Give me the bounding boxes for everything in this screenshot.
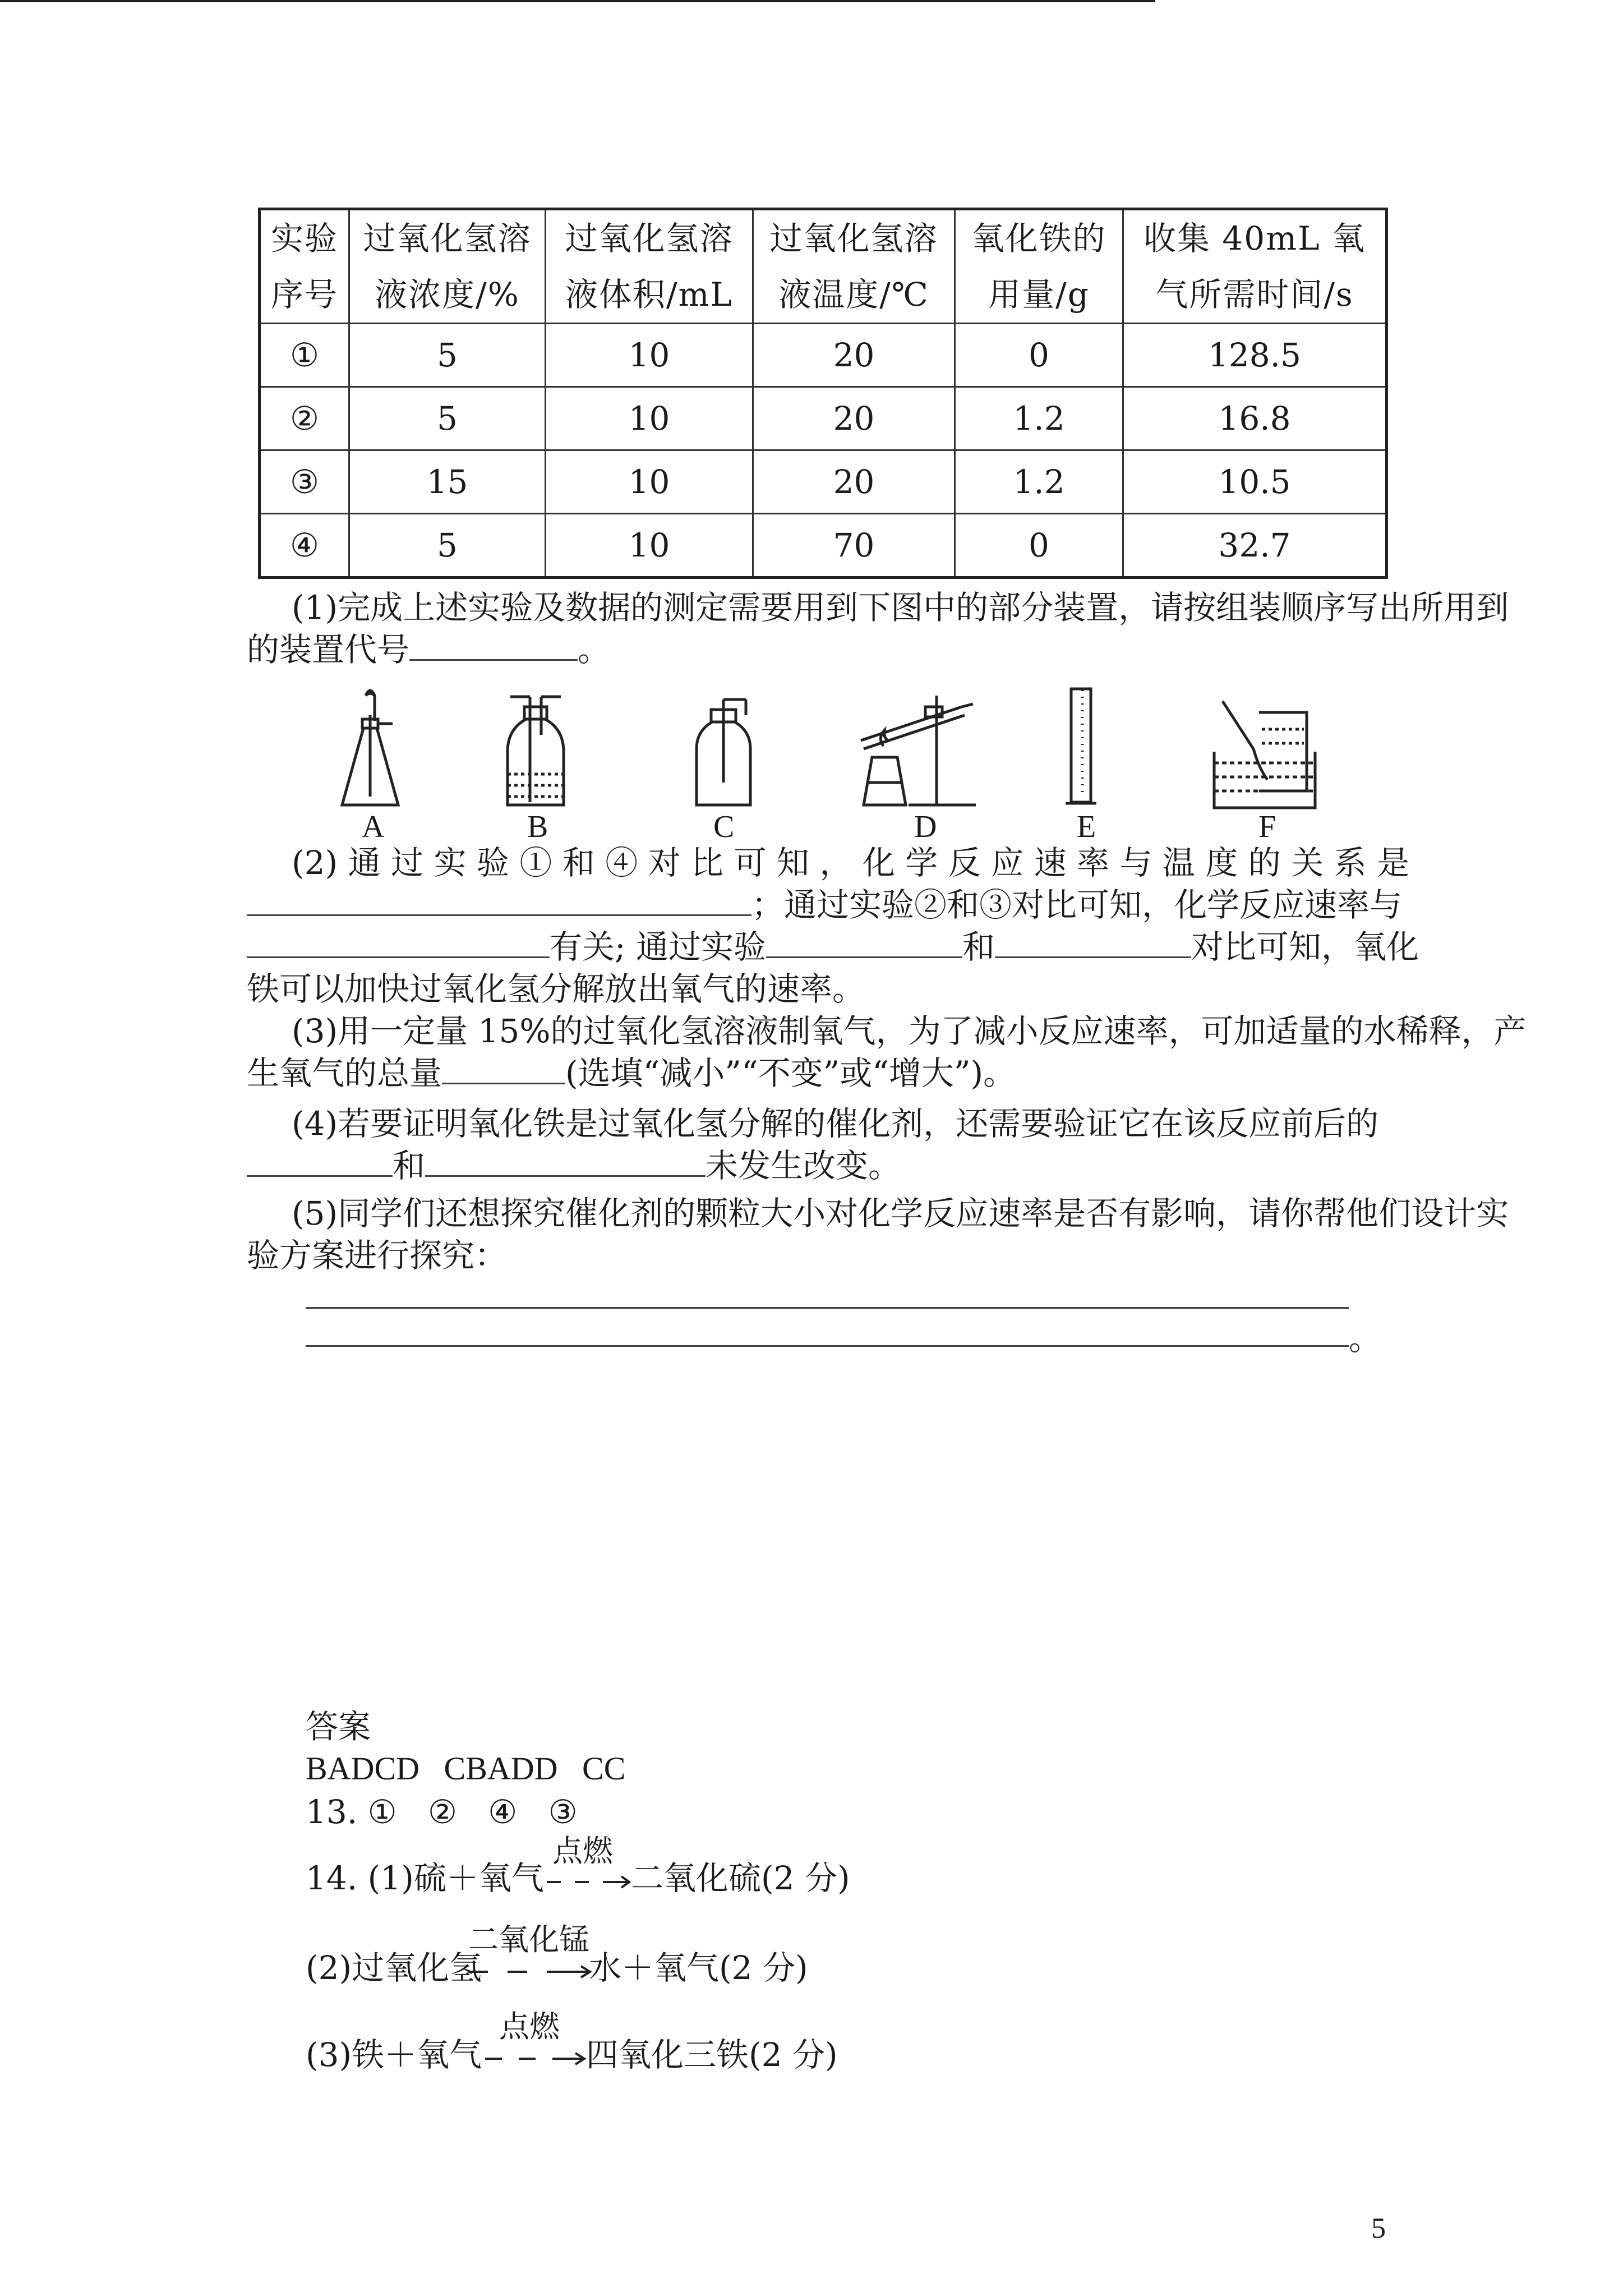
table-cell: 1.2 bbox=[955, 387, 1123, 450]
apparatus-label-e: E bbox=[1077, 809, 1096, 844]
q2-line3-a: 有关; 通过实验 bbox=[550, 928, 766, 966]
table-cell: 20 bbox=[753, 450, 955, 514]
answer-blank[interactable] bbox=[442, 1053, 565, 1084]
q2-line3-c: 对比可知，氧化 bbox=[1191, 928, 1419, 966]
apparatus-label-f: F bbox=[1258, 809, 1276, 844]
q1-line1: (1)完成上述实验及数据的测定需要用到下图中的部分装置，请按组装顺序写出所用到 bbox=[292, 588, 1509, 627]
q2-line1: (2) 通 过 实 验 ① 和 ④ 对 比 可 知 ， 化 学 反 应 速 率 与 温 度 的 关 系 是 bbox=[292, 844, 1410, 882]
answer-line[interactable] bbox=[306, 1345, 1349, 1347]
table-cell: ③ bbox=[260, 450, 349, 514]
eq1-condition: 点燃 bbox=[552, 1833, 613, 1869]
table-cell: 32.7 bbox=[1123, 514, 1387, 578]
answer-blank[interactable] bbox=[766, 927, 962, 958]
q1-line2-text: 的装置代号 bbox=[247, 631, 410, 669]
answer-blank[interactable] bbox=[247, 1146, 393, 1177]
eq2-condition: 二氧化锰 bbox=[468, 1922, 589, 1957]
reaction-arrow-icon bbox=[544, 1874, 634, 1893]
q3-line2-end: (选填“减小”“不变”或“增大”)。 bbox=[565, 1054, 1016, 1092]
table-header-cell: 过氧化氢溶 液浓度/% bbox=[349, 209, 546, 324]
apparatus-label-b: B bbox=[527, 809, 548, 844]
table-cell: 128.5 bbox=[1123, 324, 1387, 387]
table-header-cell: 氧化铁的 用量/g bbox=[955, 209, 1123, 324]
experiment-table bbox=[258, 208, 1388, 579]
q5-line2: 验方案进行探究： bbox=[247, 1236, 508, 1274]
eq3-condition: 点燃 bbox=[499, 2009, 560, 2044]
apparatus-figure bbox=[314, 684, 1368, 844]
q3-line1: (3)用一定量 15%的过氧化氢溶液制氧气，为了减小反应速率，可加适量的水稀释，产 bbox=[292, 1012, 1527, 1050]
q4-line2-b: 未发生改变。 bbox=[706, 1147, 901, 1185]
table-cell: 5 bbox=[349, 387, 546, 450]
eq2-product: 水＋氧气(2 分) bbox=[589, 1949, 808, 1987]
table-cell: 10 bbox=[546, 450, 753, 514]
q2-line4: 铁可以加快过氧化氢分解放出氧气的速率。 bbox=[247, 970, 865, 1008]
answers-line2: 13. ① ② ④ ③ bbox=[306, 1793, 578, 1831]
table-header-cell: 过氧化氢溶 液体积/mL bbox=[546, 209, 753, 324]
water-trough-icon bbox=[1211, 696, 1318, 813]
table-cell: 10.5 bbox=[1123, 450, 1387, 514]
q2-line3 bbox=[247, 926, 1419, 968]
eq2-prefix: (2)过氧化氢 bbox=[306, 1949, 482, 1987]
q5-line1: (5)同学们还想探究催化剂的颗粒大小对化学反应速率是否有影响，请你帮他们设计实 bbox=[292, 1194, 1509, 1232]
answer-blank[interactable] bbox=[247, 885, 751, 916]
table-cell: 20 bbox=[753, 324, 955, 387]
table-row bbox=[260, 514, 1387, 578]
answers-line1: BADCD CBADD CC bbox=[306, 1750, 626, 1787]
answer-blank[interactable] bbox=[425, 1146, 706, 1177]
q5-end-mark: 。 bbox=[1349, 1319, 1382, 1358]
table-cell: ① bbox=[260, 324, 349, 387]
q1-line2 bbox=[247, 628, 610, 671]
table-cell: ② bbox=[260, 387, 349, 450]
reaction-arrow-icon bbox=[465, 1963, 594, 1982]
gas-washing-bottle-icon bbox=[499, 690, 572, 811]
q3-line2 bbox=[247, 1052, 1016, 1094]
table-cell: 1.2 bbox=[955, 450, 1123, 514]
eq3-product: 四氧化三铁(2 分) bbox=[586, 2036, 838, 2074]
q2-line3-b: 和 bbox=[962, 928, 995, 966]
answer-blank[interactable] bbox=[995, 927, 1191, 958]
q4-line2-a: 和 bbox=[393, 1147, 426, 1185]
table-cell: 70 bbox=[753, 514, 955, 578]
table-cell: 0 bbox=[955, 324, 1123, 387]
table-header-row bbox=[260, 209, 1387, 324]
apparatus-label-d: D bbox=[914, 809, 937, 844]
answer-blank[interactable] bbox=[409, 630, 578, 661]
answers-title: 答案 bbox=[306, 1708, 371, 1746]
graduated-cylinder-icon bbox=[1060, 684, 1110, 813]
table-header-cell: 过氧化氢溶 液温度/℃ bbox=[753, 209, 955, 324]
conical-flask-icon bbox=[336, 684, 404, 811]
eq1-product: 二氧化硫(2 分) bbox=[631, 1859, 850, 1897]
eq1-prefix: 14. (1)硫＋氧气 bbox=[306, 1859, 544, 1897]
table-cell: 10 bbox=[546, 324, 753, 387]
header-rule bbox=[0, 0, 1155, 2]
table-cell: 20 bbox=[753, 387, 955, 450]
apparatus-label-a: A bbox=[362, 809, 385, 844]
collection-bottle-icon bbox=[690, 693, 757, 811]
answer-line[interactable] bbox=[306, 1307, 1349, 1309]
page-number: 5 bbox=[1371, 2212, 1386, 2244]
reaction-arrow-icon bbox=[482, 2050, 589, 2069]
table-row bbox=[260, 387, 1387, 450]
table-cell: ④ bbox=[260, 514, 349, 578]
table-cell: 5 bbox=[349, 514, 546, 578]
table-cell: 0 bbox=[955, 514, 1123, 578]
table-cell: 15 bbox=[349, 450, 546, 514]
table-cell: 16.8 bbox=[1123, 387, 1387, 450]
answer-blank[interactable] bbox=[247, 927, 550, 958]
table-row bbox=[260, 324, 1387, 387]
apparatus-label-c: C bbox=[713, 809, 735, 844]
q4-line1: (4)若要证明氧化铁是过氧化氢分解的催化剂，还需要验证它在该反应前后的 bbox=[292, 1105, 1379, 1143]
eq3-prefix: (3)铁＋氧气 bbox=[306, 2036, 482, 2074]
q4-line2 bbox=[247, 1144, 901, 1187]
table-header-cell: 收集 40mL 氧 气所需时间/s bbox=[1123, 209, 1387, 324]
table-cell: 5 bbox=[349, 324, 546, 387]
q3-line2-text: 生氧气的总量 bbox=[247, 1054, 442, 1092]
table-row bbox=[260, 450, 1387, 514]
q2-line2-text: ；通过实验②和③对比可知，化学反应速率与 bbox=[751, 886, 1403, 924]
table-cell: 10 bbox=[546, 387, 753, 450]
heating-stand-icon bbox=[852, 684, 981, 813]
q2-line2 bbox=[247, 884, 1402, 926]
q1-line2-end: 。 bbox=[578, 631, 611, 669]
table-cell: 10 bbox=[546, 514, 753, 578]
table-header-cell: 实验 序号 bbox=[260, 209, 349, 324]
